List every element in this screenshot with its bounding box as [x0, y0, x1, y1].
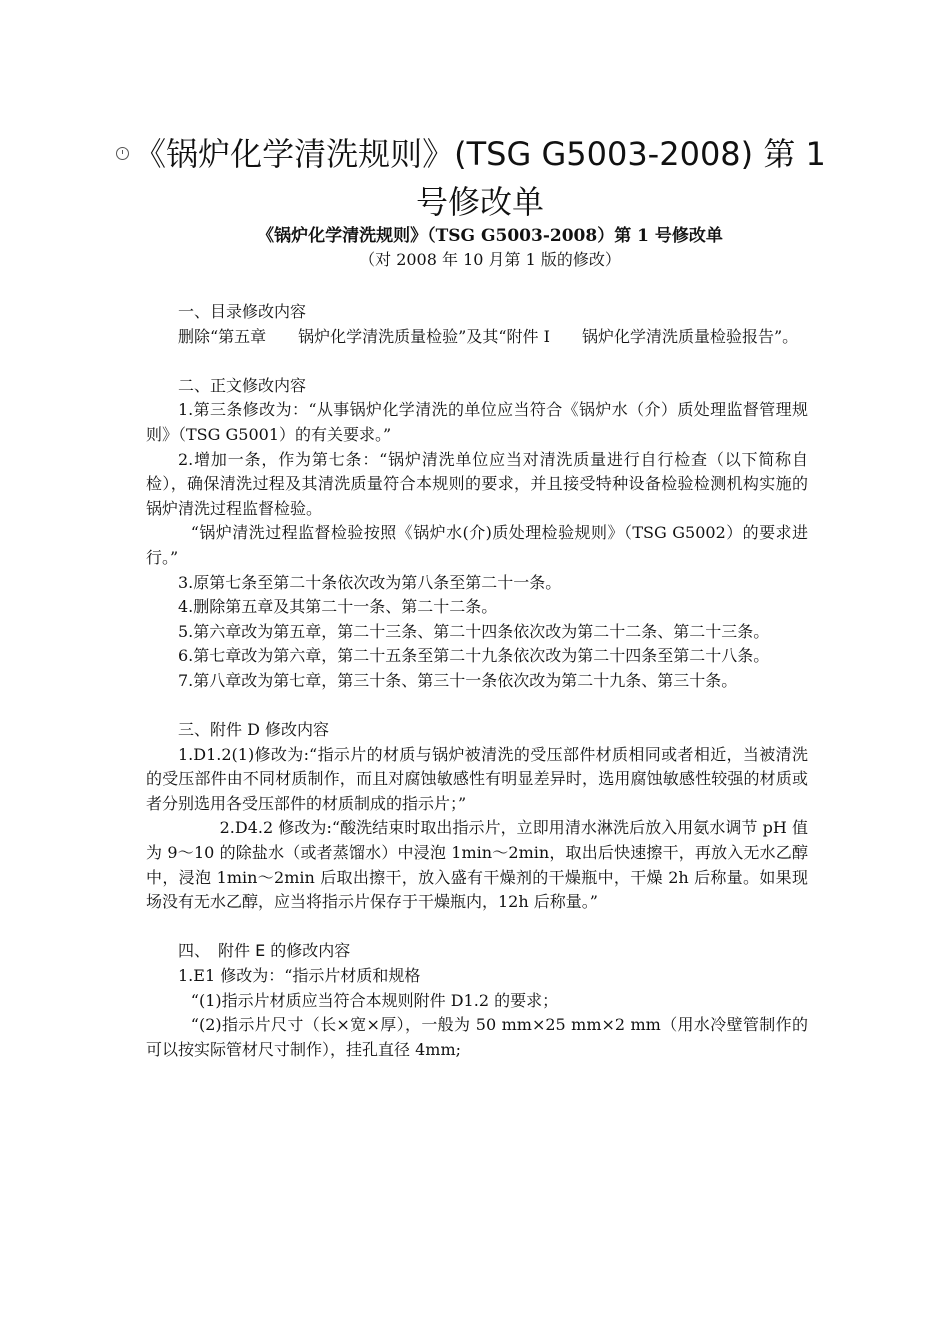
section-2-item-7: 7.第八章改为第七章，第三十条、第三十一条依次改为第二十九条、第三十条。: [178, 670, 738, 690]
section-4-heading: 四、 附件 E 的修改内容: [178, 941, 351, 961]
section-4-item-3: “(2)指示片尺寸（长×宽×厚），一般为 50 mm×25 mm×2 mm（用水冷壁管制作的可以按实际管材尺寸制作），挂孔直径 4mm;: [146, 1015, 808, 1059]
section-2-item-1: 1.第三条修改为：“从事锅炉化学清洗的单位应当符合《锅炉水（介）质处理监督管理规则》（TSG G5001）的有关要求。”: [146, 400, 808, 444]
section-2-item-4: 4.删除第五章及其第二十一条、第二十二条。: [178, 597, 498, 617]
document-body: [146, 300, 808, 1062]
document-subtitle: 《锅炉化学清洗规则》（TSG G5003-2008）第 1 号修改单: [257, 226, 723, 246]
section-2-item-6: 6.第七章改为第六章，第二十五条至第二十九条依次改为第二十四条至第二十八条。: [178, 646, 770, 666]
edition-note: （对 2008 年 10 月第 1 版的修改）: [359, 250, 621, 269]
section-3-item-2: 2.D4.2 修改为:“酸洗结束时取出指示片，立即用清水淋洗后放入用氨水调节 pH 值为 9～10 的除盐水（或者蒸馏水）中浸泡 1min～2min，取出后快速擦干，再放入无水乙醇中，浸泡 1min～2min 后取出擦干，放入盛有干燥剂的干燥瓶中，干燥 2h 后称量。如果现场没有无水乙醇，应当将指示片保存于干燥瓶内，12h 后称量。”: [146, 818, 808, 912]
section-2-heading: 二、正文修改内容: [178, 375, 307, 395]
section-4-item-2: “(1)指示片材质应当符合本规则附件 D1.2 的要求；: [190, 990, 559, 1010]
document-title: 《锅炉化学清洗规则》(TSG G5003-2008) 第 1 号修改单: [134, 135, 826, 221]
section-2-item-2: 2.增加一条，作为第七条：“锅炉清洗单位应当对清洗质量进行自行检查（以下简称自检），确保清洗过程及其清洗质量符合本规则的要求，并且接受特种设备检验检测机构实施的锅炉清洗过程监督检验。: [146, 449, 808, 518]
section-3-heading: 三、附件 D 修改内容: [178, 720, 330, 740]
section-3-item-1: 1.D1.2(1)修改为:“指示片的材质与锅炉被清洗的受压部件材质相同或者相近，当被清洗的受压部件由不同材质制作，而且对腐蚀敏感性有明显差异时，选用腐蚀敏感性较强的材质或者分别选用各受压部件的材质制成的指示片；”: [146, 744, 808, 813]
section-2-item-3: 3.原第七条至第二十条依次改为第八条至第二十一条。: [178, 572, 562, 592]
section-2-item-5: 5.第六章改为第五章，第二十三条、第二十四条依次改为第二十二条、第二十三条。: [178, 621, 770, 641]
section-1-paragraph: 删除“第五章 锅炉化学清洗质量检验”及其“附件 I 锅炉化学清洗质量检验报告”。: [178, 326, 799, 346]
section-2-quote: “锅炉清洗过程监督检验按照《锅炉水(介)质处理检验规则》（TSG G5002）的要求进行。”: [146, 523, 808, 567]
section-1-heading: 一、目录修改内容: [178, 302, 307, 321]
section-4-item-1: 1.E1 修改为：“指示片材质和规格: [178, 966, 421, 986]
